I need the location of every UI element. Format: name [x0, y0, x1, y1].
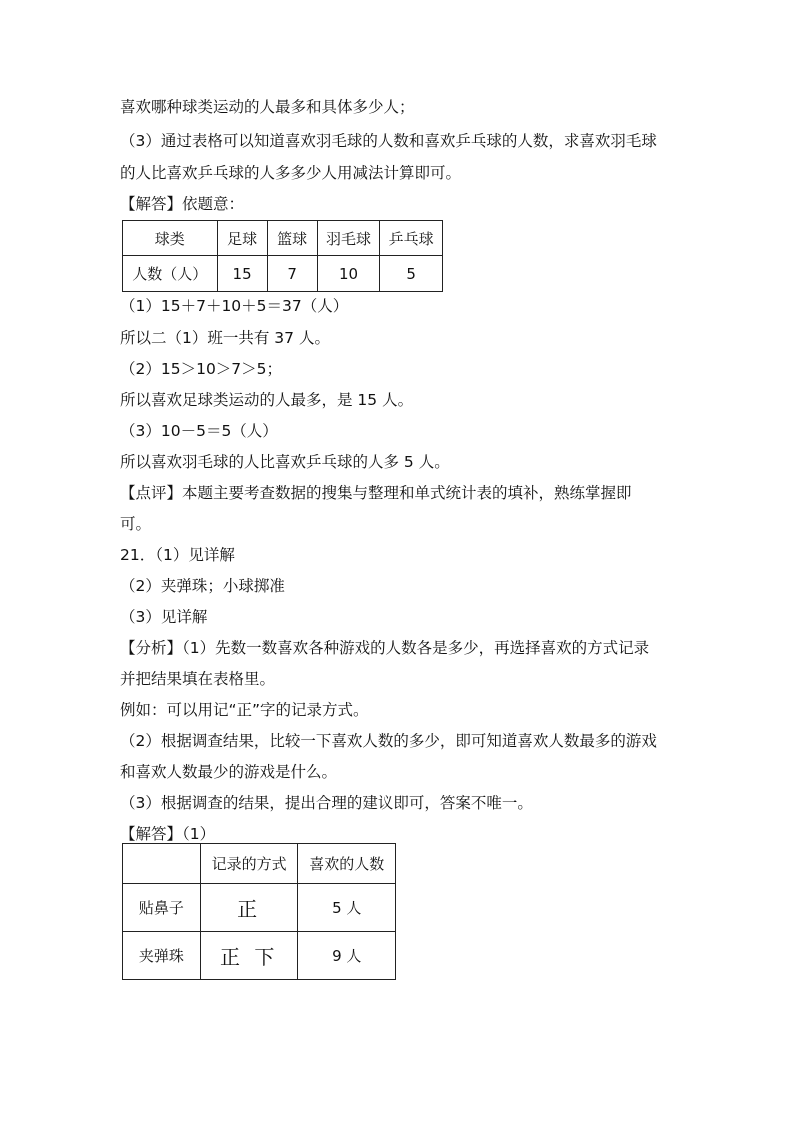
- section-heading: 【解答】（1）: [120, 825, 216, 843]
- text-line: 例如：可以用记“正”字的记录方式。: [120, 701, 369, 719]
- table-header-cell: 羽毛球: [317, 221, 380, 256]
- text-line: 所以喜欢足球类运动的人最多，是 15 人。: [120, 391, 414, 409]
- table-cell: 15: [217, 256, 267, 292]
- table-cell: 人数（人）: [123, 256, 218, 292]
- table-cell: 10: [317, 256, 380, 292]
- text-line: （2）夹弹珠；小球掷准: [120, 577, 285, 595]
- text-line: 并把结果填在表格里。: [120, 670, 276, 688]
- section-heading: 【解答】依题意：: [120, 195, 245, 213]
- text-line: 【分析】（1）先数一数喜欢各种游戏的人数各是多少，再选择喜欢的方式记录: [120, 639, 650, 657]
- ball-statistics-table: [122, 220, 443, 292]
- text-line: （3）10－5＝5（人）: [120, 422, 278, 440]
- table-header-cell: 球类: [123, 221, 218, 256]
- table-header-cell: 喜欢的人数: [298, 844, 396, 884]
- text-line: （1）15＋7＋10＋5＝37（人）: [120, 297, 349, 315]
- question-number: 21．（1）见详解: [120, 546, 235, 564]
- table-cell: 贴鼻子: [123, 884, 201, 932]
- table-header-cell: 篮球: [267, 221, 317, 256]
- table-header-cell: 记录的方式: [200, 844, 298, 884]
- game-survey-table: [122, 843, 396, 980]
- table-cell: 5 人: [298, 884, 396, 932]
- text-line: 的人比喜欢乒乓球的人多多少人用减法计算即可。: [120, 164, 462, 182]
- text-line: 所以二（1）班一共有 37 人。: [120, 329, 330, 347]
- text-line: 【点评】本题主要考查数据的搜集与整理和单式统计表的填补，熟练掌握即: [120, 484, 632, 502]
- text-line: （2）15＞10＞7＞5；: [120, 360, 283, 378]
- table-cell: 5: [380, 256, 443, 292]
- table-cell: 9 人: [298, 932, 396, 980]
- table-header-cell: 乒乓球: [380, 221, 443, 256]
- table-header-cell: [123, 844, 201, 884]
- text-line: （3）通过表格可以知道喜欢羽毛球的人数和喜欢乒乓球的人数，求喜欢羽毛球: [120, 132, 657, 150]
- tally-mark: 正 下: [200, 932, 298, 980]
- table-cell: 夹弹珠: [123, 932, 201, 980]
- text-line: 所以喜欢羽毛球的人比喜欢乒乓球的人多 5 人。: [120, 453, 450, 471]
- table-header-cell: 足球: [217, 221, 267, 256]
- text-line: 喜欢哪种球类运动的人最多和具体多少人；: [120, 98, 415, 116]
- text-line: （2）根据调查结果，比较一下喜欢人数的多少，即可知道喜欢人数最多的游戏: [120, 732, 657, 750]
- text-line: 可。: [120, 515, 152, 533]
- tally-mark: 正: [200, 884, 298, 932]
- text-line: （3）根据调查的结果，提出合理的建议即可，答案不唯一。: [120, 794, 533, 812]
- table-cell: 7: [267, 256, 317, 292]
- text-line: （3）见详解: [120, 608, 208, 626]
- text-line: 和喜欢人数最少的游戏是什么。: [120, 763, 338, 781]
